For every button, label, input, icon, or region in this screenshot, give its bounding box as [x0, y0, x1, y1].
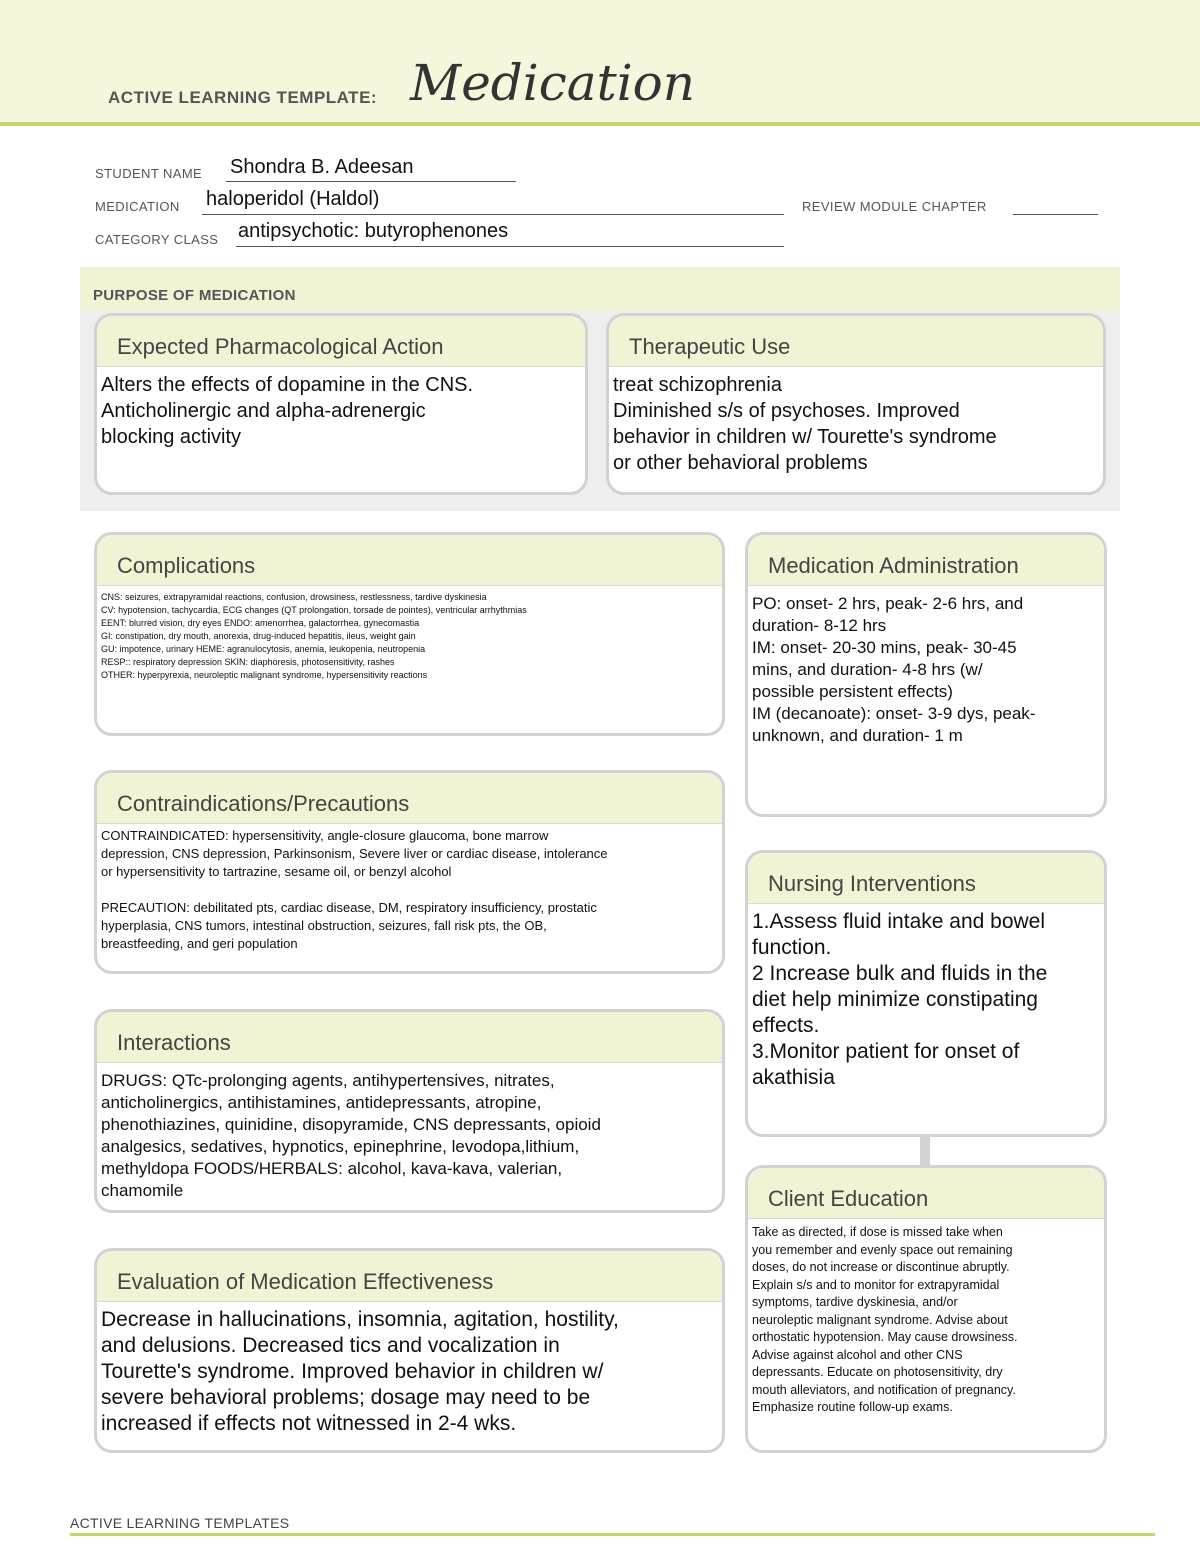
interactions-text[interactable]: DRUGS: QTc-prolonging agents, antihypertensives, nitrates, anticholinergics, antihistamines, antidepressants, atropine, phenothiazines, quinidine, disopyramide, CNS depressants, opioid analgesics, sedatives, hypnotics, epinephrine, levodopa,lithium, methyldopa FOODS/HERBALS: alcohol, kava-kava, valerian, chamomile — [101, 1071, 601, 1200]
client-education-title: Client Education — [768, 1186, 929, 1211]
therapeutic-use-text[interactable]: treat schizophrenia Diminished s/s of psychoses. Improved behavior in children w/ Tourette's syndrome or other behavioral problems — [613, 374, 997, 474]
contraindications-title: Contraindications/Precautions — [117, 791, 410, 816]
therapeutic-use-title: Therapeutic Use — [629, 334, 791, 359]
footer-label: ACTIVE LEARNING TEMPLATES — [70, 1515, 290, 1531]
expected-action-text[interactable]: Alters the effects of dopamine in the CNS. Anticholinergic and alpha-adrenergic blocking activity — [101, 374, 474, 448]
review-module-line — [1013, 214, 1098, 215]
student-name-line — [226, 181, 516, 182]
nursing-interventions-box — [745, 850, 1107, 1137]
medication-administration-header — [748, 535, 1104, 586]
contraindications-box — [94, 770, 725, 974]
category-class-field[interactable]: antipsychotic: butyrophenones — [238, 220, 509, 242]
complications-box — [94, 532, 725, 736]
student-name-field[interactable]: Shondra B. Adeesan — [230, 156, 414, 178]
interactions-header — [97, 1012, 722, 1063]
therapeutic-use-box — [606, 313, 1106, 495]
evaluation-header — [97, 1251, 722, 1302]
evaluation-box — [94, 1248, 725, 1453]
review-module-label: REVIEW MODULE CHAPTER — [802, 199, 987, 214]
client-education-box — [745, 1165, 1107, 1453]
medication-administration-title: Medication Administration — [768, 553, 1019, 578]
category-class-label: CATEGORY CLASS — [95, 232, 219, 247]
contraindications-text[interactable]: CONTRAINDICATED: hypersensitivity, angle-closure glaucoma, bone marrow depression, CNS depression, Parkinsonism, Severe liver or cardiac disease, intolerance or hypersensitivity to tartrazine, sesame oil, or benzyl alcohol PRECAUTION: debilitated pts, cardiac disease, DM, respiratory insufficiency, prostatic hyperplasia, CNS tumors, intestinal obstruction, seizures, fall risk pts, the OB, breastfeeding, and geri population — [101, 828, 608, 951]
medication-line — [202, 214, 784, 215]
review-module-field[interactable] — [1016, 188, 1096, 212]
medication-administration-box — [745, 532, 1107, 817]
complications-title: Complications — [117, 553, 256, 578]
complications-text[interactable]: CNS: seizures, extrapyramidal reactions, confusion, drowsiness, restlessness, tardive dyskinesia CV: hypotension, tachycardia, ECG changes (QT prolongation, torsade de pointes), ventricular arrhythmias EENT: blurred vision, dry eyes ENDO: amenorrhea, galactorrhea, gynecomastia GI: constipation, dry mouth, anorexia, drug-induced hepatitis, ileus, weight gain GU: impotence, urinary HEME: agranulocytosis, anemia, leukopenia, neutropenia RESP:: respiratory depression SKIN: diaphoresis, photosensitivity, rashes OTHER: hyperpyrexia, neuroleptic malignant syndrome, hypersensitivity reactions — [101, 592, 527, 680]
expected-action-box — [94, 313, 588, 495]
contraindications-header — [97, 773, 722, 824]
therapeutic-use-header — [609, 316, 1103, 367]
purpose-label: PURPOSE OF MEDICATION — [93, 287, 296, 304]
nursing-interventions-text[interactable]: 1.Assess fluid intake and bowel function. 2 Increase bulk and fluids in the diet help minimize constipating effects. 3.Monitor patient for onset of akathisia — [752, 910, 1048, 1089]
expected-action-header — [97, 316, 585, 367]
student-name-label: STUDENT NAME — [95, 166, 203, 181]
nursing-interventions-header — [748, 853, 1104, 904]
medication-label: MEDICATION — [95, 199, 180, 214]
evaluation-text[interactable]: Decrease in hallucinations, insomnia, agitation, hostility, and delusions. Decreased tics and vocalization in Tourette's syndrome. Improved behavior in children w/ severe behavioral problems; dosage may need to be increased if effects not witnessed in 2-4 wks. — [101, 1308, 619, 1435]
medication-administration-text[interactable]: PO: onset- 2 hrs, peak- 2-6 hrs, and duration- 8-12 hrs IM: onset- 20-30 mins, peak- 30-45 mins, and duration- 4-8 hrs (w/ possible persistent effects) IM (decanoate): onset- 3-9 dys, peak- unknown, and duration- 1 m — [752, 594, 1036, 745]
template-title: Medication — [410, 54, 695, 112]
box-connector — [920, 1136, 930, 1166]
complications-header — [97, 535, 722, 586]
interactions-box — [94, 1009, 725, 1213]
expected-action-title: Expected Pharmacological Action — [117, 334, 444, 359]
nursing-interventions-title: Nursing Interventions — [768, 871, 976, 896]
client-education-text[interactable]: Take as directed, if dose is missed take when you remember and evenly space out remaining doses, do not increase or discontinue abruptly. Explain s/s and to monitor for extrapyramidal symptoms, tardive dyskinesia, and/or neuroleptic malignant syndrome. Advise about orthostatic hypotension. May cause drowsiness. Advise against alcohol and other CNS depressants. Educate on photosensitivity, dry mouth alleviators, and notification of pregnancy. Emphasize routine follow-up exams. — [752, 1225, 1018, 1414]
evaluation-title: Evaluation of Medication Effectiveness — [117, 1269, 494, 1294]
medication-field[interactable]: haloperidol (Haldol) — [206, 188, 380, 210]
client-education-header — [748, 1168, 1104, 1219]
interactions-title: Interactions — [117, 1030, 231, 1055]
template-label: ACTIVE LEARNING TEMPLATE: — [108, 88, 378, 107]
category-class-line — [236, 246, 784, 247]
footer-divider — [70, 1533, 1155, 1536]
header-divider — [0, 122, 1200, 126]
